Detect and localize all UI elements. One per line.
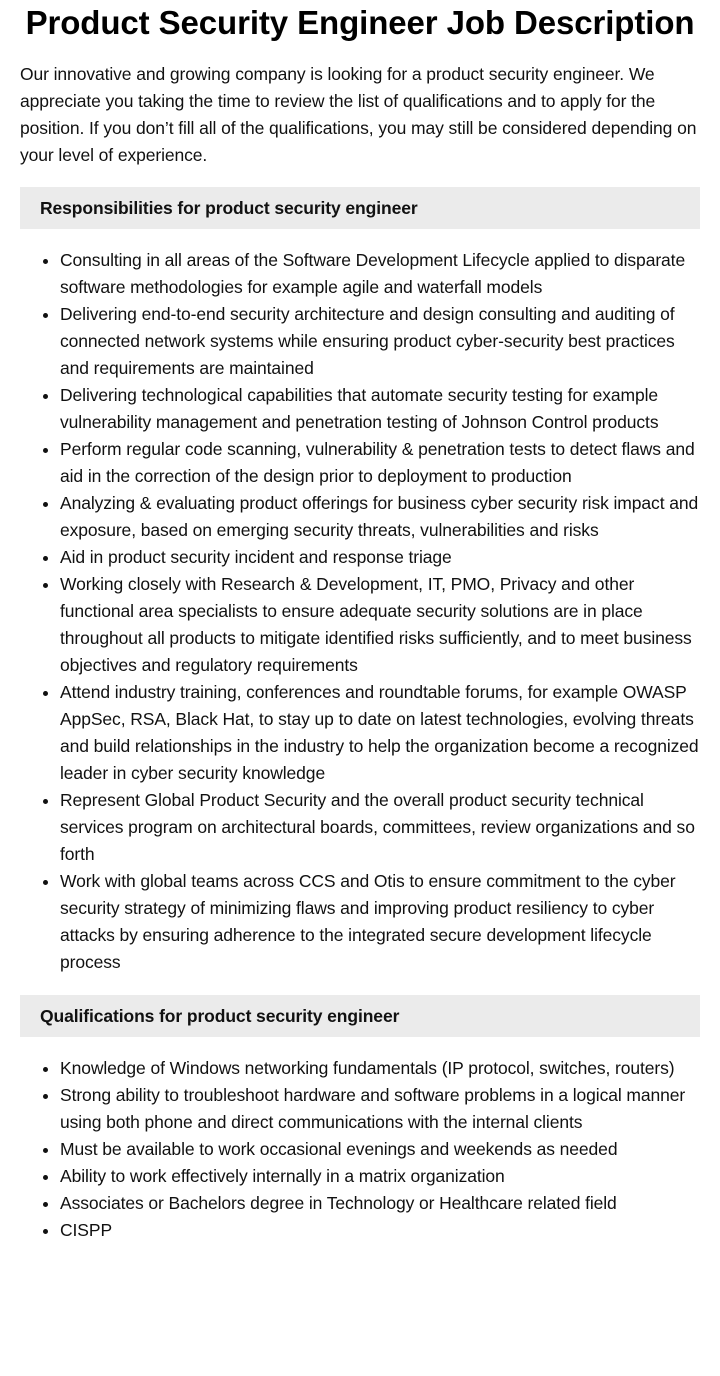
list-item: • Knowledge of Windows networking fundamentals (IP protocol, switches, routers): [60, 1055, 700, 1082]
list-item: • Delivering technological capabilities that automate security testing for example vulnerability management and penetration testing of Johnson Control products: [60, 382, 700, 436]
list-item: • Represent Global Product Security and the overall product security technical services program on architectural boards, committees, review organizations and so forth: [60, 787, 700, 868]
list-item: • Attend industry training, conferences and roundtable forums, for example OWASP AppSec, RSA, Black Hat, to stay up to date on latest technologies, evolving threats and build relationships in the industry to help the organization become a recognized leader in cyber security knowledge: [60, 679, 700, 787]
responsibilities-list: [20, 247, 700, 976]
list-item: • Delivering end-to-end security architecture and design consulting and auditing of connected network systems while ensuring product cyber-security best practices and requirements are maintained: [60, 301, 700, 382]
list-item: • Consulting in all areas of the Software Development Lifecycle applied to disparate software methodologies for example agile and waterfall models: [60, 247, 700, 301]
list-item: • Must be available to work occasional evenings and weekends as needed: [60, 1136, 700, 1163]
list-item: • Associates or Bachelors degree in Technology or Healthcare related field: [60, 1190, 700, 1217]
list-item: • CISPP: [60, 1217, 700, 1244]
list-item: • Working closely with Research & Development, IT, PMO, Privacy and other functional area specialists to ensure adequate security solutions are in place throughout all products to mitigate identified risks sufficiently, and to meet business objectives and regulatory requirements: [60, 571, 700, 679]
list-item: • Aid in product security incident and response triage: [60, 544, 700, 571]
qualifications-heading: Qualifications for product security engineer: [20, 995, 700, 1037]
list-item: • Analyzing & evaluating product offerings for business cyber security risk impact and exposure, based on emerging security threats, vulnerabilities and risks: [60, 490, 700, 544]
list-item: • Perform regular code scanning, vulnerability & penetration tests to detect flaws and aid in the correction of the design prior to deployment to production: [60, 436, 700, 490]
page-title: Product Security Engineer Job Description: [25, 4, 695, 41]
qualifications-list: [20, 1055, 700, 1244]
responsibilities-heading: Responsibilities for product security engineer: [20, 187, 700, 229]
list-item: • Strong ability to troubleshoot hardware and software problems in a logical manner using both phone and direct communications with the internal clients: [60, 1082, 700, 1136]
list-item: • Ability to work effectively internally in a matrix organization: [60, 1163, 700, 1190]
intro-paragraph: Our innovative and growing company is looking for a product security engineer. We appreciate you taking the time to review the list of qualifications and to apply for the position. If you don’t fill all of the qualifications, you may still be considered depending on your level of experience.: [20, 64, 697, 165]
list-item: • Work with global teams across CCS and Otis to ensure commitment to the cyber security strategy of minimizing flaws and improving product resiliency to cyber attacks by ensuring adherence to the integrated secure development lifecycle process: [60, 868, 700, 976]
